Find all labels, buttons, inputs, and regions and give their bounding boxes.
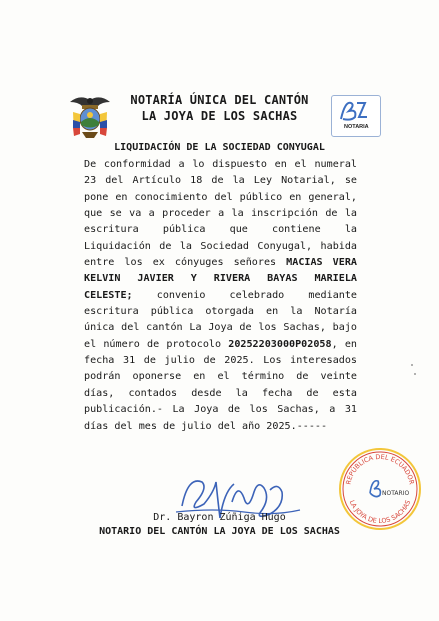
document-title: LIQUIDACIÓN DE LA SOCIEDAD CONYUGAL	[114, 142, 325, 153]
seal-center-text: NOTARIO	[382, 490, 410, 497]
body-paragraph-2: convenio celebrado mediante escritura pública otorgada en la Notaría única del cantón La Joya de los Sachas, bajo el número de protocolo	[84, 289, 357, 350]
signatory-name: Dr. Bayron Zúñiga Hugo	[153, 512, 286, 523]
seal-top-text: REPÚBLICA DEL ECUADOR	[344, 452, 416, 486]
scan-speck	[414, 373, 416, 375]
publication-body	[84, 157, 357, 435]
body-paragraph-3: , en fecha 31 de julio de 2025. Los interesados podrán oponerse en el término de veinte días, contados desde la fecha de esta publicación.- La Joya de los Sachas, a 31 días del mes de julio del año 2025.-----	[84, 338, 357, 432]
protocol-number: 20252203000P02058	[228, 338, 332, 350]
notary-logo	[331, 95, 381, 137]
signatory-title: NOTARIO DEL CANTÓN LA JOYA DE LOS SACHAS	[99, 526, 340, 537]
scan-speck	[411, 364, 413, 366]
body-paragraph-1: De conformidad a lo dispuesto en el numeral 23 del Artículo 18 de la Ley Notarial, se pone en conocimiento del público en general, que se va a proceder a la inscripción de la escritura pública que contiene la Liquidación de la Sociedad Conyugal, habida entre los ex cónyuges señores	[84, 159, 357, 269]
header-line-1: NOTARÍA ÚNICA DEL CANTÓN	[130, 93, 309, 107]
seal-bottom-text: LA JOYA DE LOS SACHAS	[347, 498, 413, 526]
header-line-2: LA JOYA DE LOS SACHAS	[141, 109, 298, 123]
logo-label: NOTARIA	[344, 124, 369, 130]
parties-names: MACIAS VERA KELVIN JAVIER Y RIVERA BAYAS MARIELA CELESTE;	[84, 257, 357, 301]
notary-monogram-icon	[335, 97, 375, 123]
